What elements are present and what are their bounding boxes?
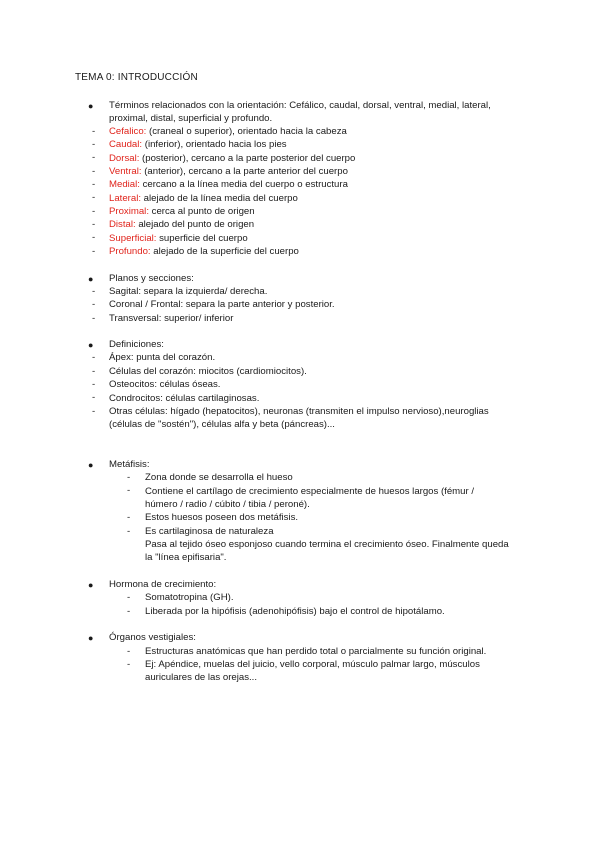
- dash: -: [127, 526, 131, 537]
- dash: -: [127, 646, 131, 657]
- dash: -: [127, 592, 131, 603]
- hormona-line: Somatotropina (GH).: [145, 592, 234, 603]
- organos-line-continuation: auriculares de las orejas...: [145, 672, 257, 683]
- planos-item: Transversal: superior/ inferior: [109, 313, 234, 324]
- definiciones-item: Osteocitos: células óseas.: [109, 379, 221, 390]
- term: Proximal:: [109, 206, 149, 217]
- term: Superficial:: [109, 233, 157, 244]
- dash: -: [92, 219, 96, 230]
- dash: -: [92, 392, 96, 403]
- term-desc: (craneal o superior), orientado hacia la cabeza: [146, 126, 347, 137]
- term: Lateral:: [109, 193, 141, 204]
- term-desc: superficie del cuerpo: [156, 233, 248, 244]
- term: Medial:: [109, 179, 140, 190]
- orientacion-item: [109, 138, 287, 151]
- term: Ventral:: [109, 166, 142, 177]
- dash: -: [92, 166, 96, 177]
- metafisis-line: Estos huesos poseen dos metáfisis.: [145, 512, 299, 523]
- dash: -: [127, 472, 131, 483]
- dash: -: [127, 512, 131, 523]
- page-title: TEMA 0: INTRODUCCIÓN: [75, 72, 198, 83]
- definiciones-item: Condrocitos: células cartilaginosas.: [109, 393, 260, 404]
- orientacion-item: [109, 205, 255, 218]
- metafisis-line-continuation: Pasa al tejido óseo esponjoso cuando termina el crecimiento óseo. Finalmente queda: [145, 539, 509, 550]
- term: Profundo:: [109, 246, 151, 257]
- term-desc: (posterior), cercano a la parte posterior del cuerpo: [139, 153, 356, 164]
- definiciones-item: Ápex: punta del corazón.: [109, 352, 216, 363]
- dash: -: [92, 352, 96, 363]
- metafisis-heading: Metáfisis:: [109, 459, 150, 470]
- dash: -: [92, 286, 96, 297]
- term-desc: alejado del punto de origen: [135, 219, 255, 230]
- planos-item: Sagital: separa la izquierda/ derecha.: [109, 286, 268, 297]
- bullet: ●: [88, 101, 94, 111]
- dash: -: [92, 192, 96, 203]
- bullet: ●: [88, 340, 94, 350]
- planos-heading: Planos y secciones:: [109, 273, 194, 284]
- dash: -: [127, 659, 131, 670]
- term: Cefalico:: [109, 126, 147, 137]
- term: Dorsal:: [109, 153, 140, 164]
- dash: -: [127, 485, 131, 496]
- organos-line: Ej: Apéndice, muelas del juicio, vello corporal, músculo palmar largo, músculos: [145, 659, 480, 670]
- dash: -: [92, 206, 96, 217]
- organos-heading: Órganos vestigiales:: [109, 632, 196, 643]
- dash: -: [92, 232, 96, 243]
- term-desc: alejado de la superficie del cuerpo: [150, 246, 299, 257]
- bullet: ●: [88, 633, 94, 643]
- dash: -: [127, 606, 131, 617]
- bullet: ●: [88, 580, 94, 590]
- definiciones-item-continuation: (células de "sostén"), células alfa y beta (páncreas)...: [109, 419, 335, 430]
- hormona-heading: Hormona de crecimiento:: [109, 579, 217, 590]
- metafisis-line-continuation: húmero / radio / cúbito / tibia / peroné).: [145, 499, 310, 510]
- dash: -: [92, 152, 96, 163]
- organos-line: Estructuras anatómicas que han perdido total o parcialmente su función original.: [145, 646, 487, 657]
- planos-item: Coronal / Frontal: separa la parte anterior y posterior.: [109, 299, 335, 310]
- dash: -: [92, 406, 96, 417]
- bullet: ●: [88, 274, 94, 284]
- orientacion-item: [109, 232, 248, 245]
- orientacion-item: [109, 192, 298, 205]
- dash: -: [92, 379, 96, 390]
- orientacion-item: [109, 218, 254, 231]
- orientacion-item: [109, 165, 348, 178]
- orientacion-heading-line2: proximal, distal, superficial y profundo.: [109, 113, 273, 124]
- dash: -: [92, 299, 96, 310]
- metafisis-line: Contiene el cartílago de crecimiento especialmente de huesos largos (fémur /: [145, 486, 475, 497]
- definiciones-item: Otras células: hígado (hepatocitos), neuronas (transmiten el impulso nervioso),neuroglias: [109, 406, 489, 417]
- hormona-line: Liberada por la hipófisis (adenohipófisis) bajo el control de hipotálamo.: [145, 606, 445, 617]
- orientacion-item: [109, 125, 347, 138]
- term-desc: cercano a la línea media del cuerpo o estructura: [139, 179, 348, 190]
- term-desc: cerca al punto de origen: [148, 206, 255, 217]
- metafisis-line: Es cartilaginosa de naturaleza: [145, 526, 274, 537]
- metafisis-line-continuation: la "línea epifisaria".: [145, 552, 227, 563]
- orientacion-item: [109, 178, 348, 191]
- orientacion-heading-line1: Términos relacionados con la orientación: Cefálico, caudal, dorsal, ventral, medial, lateral,: [109, 100, 491, 111]
- dash: -: [92, 313, 96, 324]
- orientacion-item: [109, 245, 299, 258]
- term-desc: (inferior), orientado hacia los pies: [142, 139, 287, 150]
- dash: -: [92, 126, 96, 137]
- dash: -: [92, 179, 96, 190]
- bullet: ●: [88, 460, 94, 470]
- dash: -: [92, 246, 96, 257]
- term-desc: (anterior), cercano a la parte anterior del cuerpo: [141, 166, 348, 177]
- term-desc: alejado de la línea media del cuerpo: [141, 193, 298, 204]
- dash: -: [92, 139, 96, 150]
- metafisis-line: Zona donde se desarrolla el hueso: [145, 472, 293, 483]
- term: Distal:: [109, 219, 136, 230]
- dash: -: [92, 366, 96, 377]
- definiciones-heading: Definiciones:: [109, 339, 164, 350]
- definiciones-item: Células del corazón: miocitos (cardiomiocitos).: [109, 366, 307, 377]
- term: Caudal:: [109, 139, 143, 150]
- orientacion-item: [109, 152, 355, 165]
